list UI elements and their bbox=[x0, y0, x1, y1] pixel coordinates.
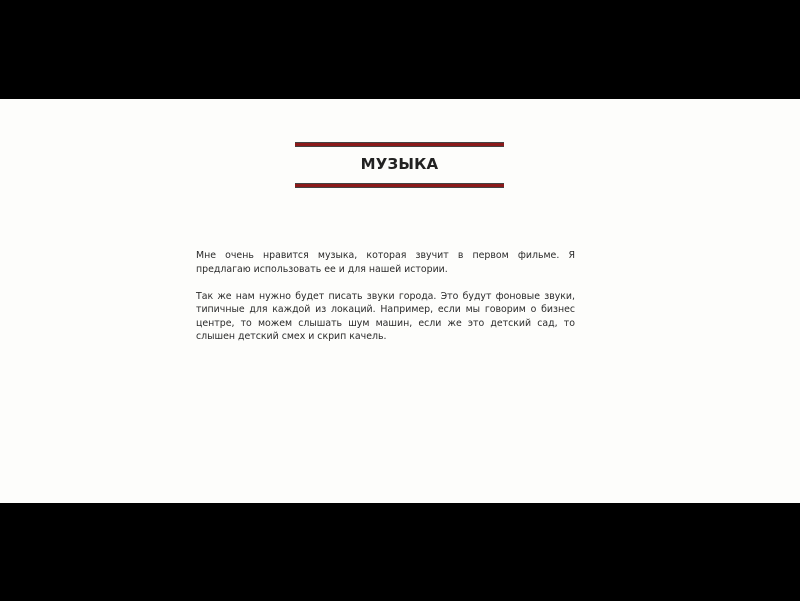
title-top-rule bbox=[295, 142, 504, 147]
paragraph-1: Мне очень нравится музыка, которая звучит в первом фильме. Я предлагаю использовать ее и для нашей истории. bbox=[196, 250, 575, 275]
slide-body bbox=[196, 249, 575, 357]
title-bottom-rule bbox=[295, 183, 504, 188]
slide-title: МУЗЫКА bbox=[360, 155, 439, 173]
title-box bbox=[295, 142, 504, 188]
paragraph-2: Так же нам нужно будет писать звуки города. Это будут фоновые звуки, типичные для каждой из локаций. Например, если мы говорим о бизнес центре, то можем слышать шум машин, если же это детский сад, то слышен детский смех и скрип качель. bbox=[196, 290, 575, 342]
slide bbox=[0, 99, 800, 503]
